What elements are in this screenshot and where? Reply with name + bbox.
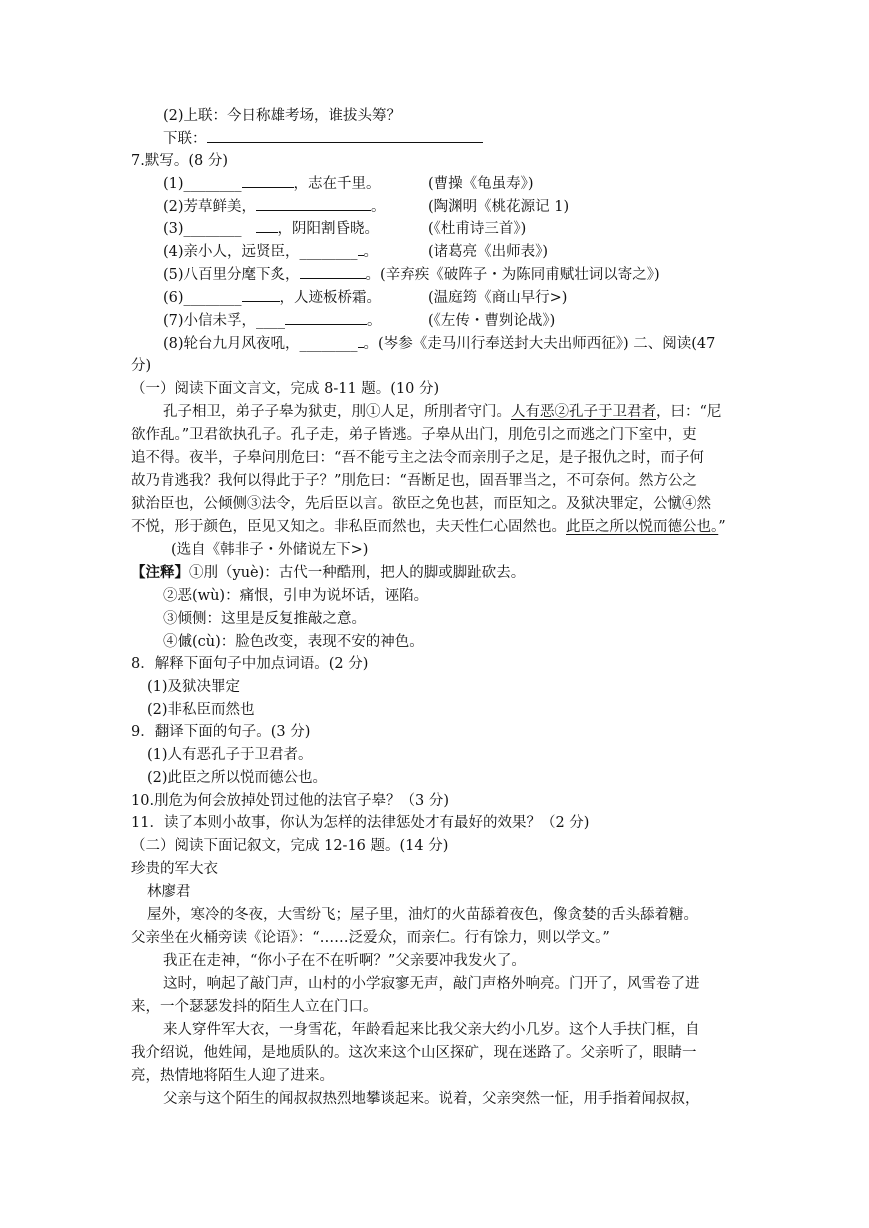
note-4: ④傶(cù)：脸色改变，表现不安的神色。: [163, 634, 424, 650]
q7-item-4: [163, 241, 378, 263]
q9-item-1: (1)人有恶孔子于卫君者。: [147, 747, 313, 763]
couplet-lower: [163, 128, 483, 150]
q7-item-6-source: (温庭筠《商山早行>): [428, 290, 568, 306]
couplet-lower-label: 下联：: [163, 131, 207, 147]
article-title: 珍贵的军大衣: [131, 861, 218, 877]
passage1-line-3: 追不得。夜半，子皋问刖危曰：“吾不能亏主之法令而亲刖子之足，是子报仇之时，而子何: [131, 450, 704, 466]
notes-title: 【注释】: [131, 564, 189, 581]
underlined-sentence: 此臣之所以悦而德公也。: [566, 519, 719, 535]
q7-item-2-source: (陶渊明《桃花源记 1): [428, 199, 570, 215]
q7-item-text: (5)八百里分麾下炙，: [163, 267, 300, 283]
q7-item-text: (7)小信未孚，____: [163, 313, 286, 329]
passage1-line-6: [131, 516, 726, 538]
q7-item-text: 。: [363, 244, 379, 260]
q7-item-4-source: (诸葛亮《出师表》): [428, 244, 549, 260]
article-line-5: 来，一个瑟瑟发抖的陌生人立在门口。: [131, 999, 378, 1015]
q7-title: 7.默写。(8 分): [131, 153, 228, 169]
passage-text: 不悦，形于颜色，臣见又知之。非私臣而然也，夫天性仁心固然也。: [131, 519, 566, 535]
q7-item-5: [163, 264, 660, 286]
article-line-4: 这时，响起了敲门声，山村的小学寂寥无声，敲门声格外响亮。门开了，风雪卷了进: [163, 976, 700, 992]
article-line-2: 父亲坐在火桶旁读《论语》：“……泛爱众，而亲仁。行有馀力，则以学文。”: [131, 930, 610, 946]
q7-item-3: [163, 218, 379, 240]
passage1-source: (选自《韩非子・外储说左下>): [171, 542, 369, 558]
q7-item-8: [163, 333, 715, 355]
article-line-1: 屋外，寒冷的冬夜，大雪纷飞；屋子里，油灯的火苗舔着夜色，像贪婪的舌头舔着糖。: [147, 907, 698, 923]
passage1-line-5: 狱治臣也，公倾侧③法令，先后臣以言。欲臣之免也甚，而臣知之。及狱决罪定，公憱④然: [131, 496, 711, 512]
q9-title: 9．翻译下面的句子。(3 分): [131, 724, 311, 740]
article-line-9: 父亲与这个陌生的闻叔叔热烈地攀谈起来。说着，父亲突然一怔，用手指着闻叔叔，: [163, 1091, 700, 1107]
q7-item-text: (8)轮台九月风夜吼，________: [163, 336, 358, 352]
q7-item-text: (6)________: [163, 290, 242, 306]
article-line-3: 我正在走神，“你小子在不在听啊？”父亲要冲我发火了。: [163, 953, 526, 969]
answer-blank: [300, 264, 366, 279]
q7-item-text: 。: [371, 199, 386, 215]
q9-item-2: (2)此臣之所以悦而德公也。: [147, 770, 328, 786]
passage-text: ”: [718, 519, 726, 535]
answer-blank: [256, 218, 278, 233]
q8-item-1: (1)及狱决罪定: [147, 679, 241, 695]
q7-item-text: ，阴阳割昏晓。: [277, 221, 380, 237]
answer-blank: [242, 287, 280, 302]
reading1-intro: （一）阅读下面文言文，完成 8-11 题。(10 分): [131, 381, 440, 397]
passage-text: ，曰：“尼: [656, 404, 722, 420]
notes-line-1: [131, 562, 525, 584]
q7-item-text: 。(岑参《走马川行奉送封大夫出师西征》) 二、阅读(47: [363, 336, 716, 352]
q7-item-1: [163, 173, 381, 195]
passage1-line-1: [163, 401, 721, 423]
q7-item-text: ，人迹板桥霜。: [279, 290, 382, 306]
article-line-7: 我介绍说，他姓闻，是地质队的。这次来这个山区探矿，现在迷路了。父亲听了，眼睛一: [131, 1045, 697, 1061]
underlined-sentence: 人有恶②孔子于卫君者: [511, 404, 656, 420]
passage1-line-4: 故乃肯逃我？我何以得此于子？”刖危曰：“吾断足也，固吾罪当之，不可奈何。然方公之: [131, 473, 697, 489]
note-2: ②恶(wù)：痛恨，引申为说坏话，诬陷。: [163, 588, 429, 604]
article-author: 林廖君: [147, 884, 191, 900]
q7-tail: 分): [131, 358, 152, 374]
couplet-upper: (2)上联：今日称雄考场，谁拔头筹？: [163, 108, 402, 124]
q8-item-2: (2)非私臣而然也: [147, 702, 255, 718]
q7-item-1-source: (曹操《龟虽寿》): [428, 176, 534, 192]
answer-blank: [207, 128, 483, 143]
q7-item-7: [163, 310, 382, 332]
q8-title: 8．解释下面句子中加点词语。(2 分): [131, 656, 369, 672]
q7-item-text: ，志在千里。: [293, 176, 381, 192]
q7-item-text: (2)芳草鲜美，: [163, 199, 257, 215]
reading2-intro: （二）阅读下面记叙文，完成 12-16 题。(14 分): [131, 838, 449, 854]
q7-item-6: [163, 287, 381, 309]
q7-item-text: 。(辛弃疾《破阵子・为陈同甫赋壮词以寄之》): [365, 267, 660, 283]
note-3: ③倾侧：这里是反复推敲之意。: [163, 611, 366, 627]
article-line-8: 亮，热情地将陌生人迎了进来。: [131, 1068, 334, 1084]
q7-item-2: [163, 196, 386, 218]
article-line-6: 来人穿件军大衣，一身雪花，年龄看起来比我父亲大约小几岁。这个人手扶门框，自: [163, 1022, 700, 1038]
q7-item-text: (1)________: [163, 176, 242, 192]
passage-text: 孔子相卫，弟子子皋为狱吏，刖①人足，所刖者守门。: [163, 404, 511, 420]
note-text: ①刖（yuè)：古代一种酷刑，把人的脚或脚趾砍去。: [189, 565, 526, 581]
q11: 11．读了本则小故事，你认为怎样的法律惩处才有最好的效果？（2 分): [131, 815, 590, 831]
answer-blank: [256, 196, 371, 211]
q7-item-7-source: (《左传・曹刿论战》): [428, 313, 556, 329]
q10: 10.刖危为何会放掉处罚过他的法官子皋？（3 分): [131, 793, 450, 809]
q7-item-text: (4)亲小人，远贤臣，________: [163, 244, 358, 260]
passage1-line-2: 欲作乱。”卫君欲执孔子。孔子走，弟子皆逃。子皋从出门，刖危引之而逃之门下室中，吏: [131, 427, 697, 443]
answer-blank: [285, 310, 367, 325]
q7-item-3-source: (《杜甫诗三首》): [428, 221, 527, 237]
q7-item-text: 。: [367, 313, 382, 329]
answer-blank: [242, 173, 294, 188]
q7-item-text: (3)________: [163, 221, 242, 237]
